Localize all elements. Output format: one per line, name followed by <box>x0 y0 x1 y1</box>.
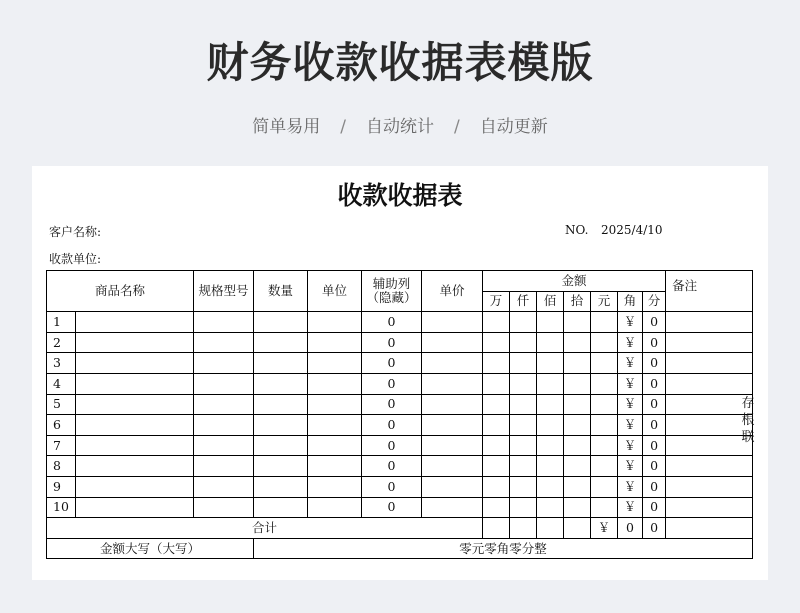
yen-sign-cell: ￥ <box>618 332 643 353</box>
receipt-table <box>46 270 753 559</box>
row-number: 1 <box>47 312 76 333</box>
digit-cell <box>537 497 564 518</box>
receipt-date: 2025/4/10 <box>601 223 663 237</box>
fen-cell: 0 <box>643 476 666 497</box>
unit-price-cell[interactable] <box>422 394 483 415</box>
row-number: 9 <box>47 476 76 497</box>
digit-cell <box>537 353 564 374</box>
quantity-cell[interactable] <box>254 373 308 394</box>
yen-sign-cell: ￥ <box>618 415 643 436</box>
feature-item: 自动更新 <box>479 117 548 137</box>
aux-value-cell: 0 <box>362 394 422 415</box>
yen-sign-cell: ￥ <box>618 394 643 415</box>
unit-cell[interactable] <box>308 332 362 353</box>
header-digit: 元 <box>591 291 618 312</box>
digit-cell <box>591 456 618 477</box>
unit-price-cell[interactable] <box>422 353 483 374</box>
unit-price-cell[interactable] <box>422 312 483 333</box>
table-row <box>47 415 753 436</box>
total-fen: 0 <box>643 518 666 539</box>
capital-amount-label: 金额大写（大写） <box>47 538 254 559</box>
yen-sign-cell: ￥ <box>618 435 643 456</box>
digit-cell <box>537 435 564 456</box>
digit-cell <box>537 373 564 394</box>
aux-value-cell: 0 <box>362 456 422 477</box>
digit-cell <box>483 373 510 394</box>
aux-value-cell: 0 <box>362 476 422 497</box>
digit-cell <box>510 415 537 436</box>
digit-cell <box>591 476 618 497</box>
digit-cell <box>510 456 537 477</box>
receipt-number-label: NO. <box>565 223 589 237</box>
aux-value-cell: 0 <box>362 373 422 394</box>
aux-value-cell: 0 <box>362 332 422 353</box>
digit-cell <box>537 456 564 477</box>
yen-sign-cell: ￥ <box>618 312 643 333</box>
quantity-cell[interactable] <box>254 394 308 415</box>
total-jiao: 0 <box>618 518 643 539</box>
product-name-cell[interactable] <box>76 332 194 353</box>
unit-cell[interactable] <box>308 497 362 518</box>
digit-cell <box>564 353 591 374</box>
feature-item: 自动统计 <box>366 117 434 137</box>
payee-unit-label: 收款单位: <box>49 252 102 266</box>
spec-cell[interactable] <box>194 497 254 518</box>
quantity-cell[interactable] <box>254 353 308 374</box>
aux-value-cell: 0 <box>362 415 422 436</box>
digit-cell <box>510 435 537 456</box>
capital-amount-value: 零元零角零分整 <box>254 538 753 559</box>
product-name-cell[interactable] <box>76 497 194 518</box>
digit-cell <box>564 497 591 518</box>
table-row <box>47 312 753 333</box>
aux-value-cell: 0 <box>362 435 422 456</box>
unit-price-cell[interactable] <box>422 456 483 477</box>
unit-cell[interactable] <box>308 476 362 497</box>
product-name-cell[interactable] <box>76 312 194 333</box>
table-row <box>47 332 753 353</box>
fen-cell: 0 <box>643 497 666 518</box>
quantity-cell[interactable] <box>254 415 308 436</box>
aux-value-cell: 0 <box>362 497 422 518</box>
digit-cell <box>537 415 564 436</box>
spec-cell[interactable] <box>194 373 254 394</box>
digit-cell <box>591 312 618 333</box>
header-digit: 角 <box>618 291 643 312</box>
yen-sign-cell: ￥ <box>618 373 643 394</box>
digit-cell <box>510 394 537 415</box>
product-name-cell[interactable] <box>76 353 194 374</box>
fen-cell: 0 <box>643 456 666 477</box>
header-digit: 万 <box>483 291 510 312</box>
product-name-cell[interactable] <box>76 394 194 415</box>
header-digit: 仟 <box>510 291 537 312</box>
receipt-title: 收款收据表 <box>337 181 463 210</box>
header-aux-column: 辅助列（隐藏） <box>362 271 422 312</box>
row-number: 4 <box>47 373 76 394</box>
digit-cell <box>564 312 591 333</box>
product-name-cell[interactable] <box>76 415 194 436</box>
unit-price-cell[interactable] <box>422 497 483 518</box>
spec-cell[interactable] <box>194 312 254 333</box>
unit-price-cell[interactable] <box>422 476 483 497</box>
digit-cell <box>483 456 510 477</box>
header-amount: 金额 <box>483 271 666 292</box>
fen-cell: 0 <box>643 415 666 436</box>
digit-cell <box>510 497 537 518</box>
digit-cell <box>510 312 537 333</box>
separator: / <box>454 117 460 137</box>
unit-cell[interactable] <box>308 394 362 415</box>
spec-cell[interactable] <box>194 435 254 456</box>
remark-cell[interactable] <box>666 373 753 394</box>
quantity-cell[interactable] <box>254 332 308 353</box>
digit-cell <box>591 373 618 394</box>
remark-cell[interactable] <box>666 312 753 333</box>
aux-value-cell: 0 <box>362 353 422 374</box>
stub-label: 存根联 <box>741 396 755 445</box>
header-spec: 规格型号 <box>194 271 254 312</box>
digit-cell <box>591 394 618 415</box>
separator: / <box>340 117 346 137</box>
quantity-cell[interactable] <box>254 312 308 333</box>
digit-cell <box>510 353 537 374</box>
feature-item: 简单易用 <box>252 117 321 137</box>
digit-cell <box>537 476 564 497</box>
aux-value-cell: 0 <box>362 312 422 333</box>
row-number: 6 <box>47 415 76 436</box>
digit-cell <box>564 373 591 394</box>
quantity-cell[interactable] <box>254 497 308 518</box>
digit-cell <box>537 312 564 333</box>
yen-sign-cell: ￥ <box>618 353 643 374</box>
header-digit: 佰 <box>537 291 564 312</box>
spec-cell[interactable] <box>194 332 254 353</box>
fen-cell: 0 <box>643 312 666 333</box>
product-name-cell[interactable] <box>76 476 194 497</box>
unit-cell[interactable] <box>308 456 362 477</box>
digit-cell <box>564 476 591 497</box>
digit-cell <box>483 435 510 456</box>
digit-cell <box>510 332 537 353</box>
unit-price-cell[interactable] <box>422 373 483 394</box>
product-name-cell[interactable] <box>76 456 194 477</box>
product-name-cell[interactable] <box>76 435 194 456</box>
table-row <box>47 435 753 456</box>
digit-cell <box>564 435 591 456</box>
remark-cell[interactable] <box>666 497 753 518</box>
digit-cell <box>510 476 537 497</box>
digit-cell <box>591 332 618 353</box>
digit-cell <box>483 415 510 436</box>
unit-cell[interactable] <box>308 353 362 374</box>
digit-cell <box>564 332 591 353</box>
fen-cell: 0 <box>643 435 666 456</box>
digit-cell <box>537 394 564 415</box>
digit-cell <box>591 435 618 456</box>
header-unit: 单位 <box>308 271 362 312</box>
header-digit: 拾 <box>564 291 591 312</box>
table-row <box>47 353 753 374</box>
spec-cell[interactable] <box>194 353 254 374</box>
digit-cell <box>483 353 510 374</box>
digit-cell <box>537 332 564 353</box>
table-row <box>47 456 753 477</box>
unit-cell[interactable] <box>308 415 362 436</box>
digit-cell <box>483 332 510 353</box>
unit-price-cell[interactable] <box>422 332 483 353</box>
remark-cell[interactable] <box>666 456 753 477</box>
table-row <box>47 497 753 518</box>
yen-sign-cell: ￥ <box>618 476 643 497</box>
remark-cell[interactable] <box>666 332 753 353</box>
quantity-cell[interactable] <box>254 435 308 456</box>
quantity-cell[interactable] <box>254 456 308 477</box>
spec-cell[interactable] <box>194 394 254 415</box>
spec-cell[interactable] <box>194 415 254 436</box>
header-remark: 备注 <box>666 271 753 312</box>
customer-name-label: 客户名称: <box>49 225 102 239</box>
unit-price-cell[interactable] <box>422 435 483 456</box>
unit-cell[interactable] <box>308 435 362 456</box>
row-number: 3 <box>47 353 76 374</box>
remark-cell[interactable] <box>666 476 753 497</box>
total-label: 合计 <box>47 518 483 539</box>
fen-cell: 0 <box>643 394 666 415</box>
table-row <box>47 373 753 394</box>
spec-cell[interactable] <box>194 456 254 477</box>
fen-cell: 0 <box>643 353 666 374</box>
spec-cell[interactable] <box>194 476 254 497</box>
row-number: 7 <box>47 435 76 456</box>
digit-cell <box>591 497 618 518</box>
remark-cell[interactable] <box>666 353 753 374</box>
quantity-cell[interactable] <box>254 476 308 497</box>
fen-cell: 0 <box>643 373 666 394</box>
digit-cell <box>483 476 510 497</box>
yen-sign-cell: ￥ <box>618 456 643 477</box>
yen-sign-cell: ￥ <box>618 497 643 518</box>
fen-cell: 0 <box>643 332 666 353</box>
digit-cell <box>564 415 591 436</box>
table-row <box>47 476 753 497</box>
unit-cell[interactable] <box>308 312 362 333</box>
total-yen-sign: ￥ <box>591 518 618 539</box>
digit-cell <box>483 312 510 333</box>
digit-cell <box>564 394 591 415</box>
row-number: 10 <box>47 497 76 518</box>
row-number: 5 <box>47 394 76 415</box>
digit-cell <box>564 456 591 477</box>
header-quantity: 数量 <box>254 271 308 312</box>
feature-list <box>0 112 800 137</box>
digit-cell <box>591 353 618 374</box>
header-unit-price: 单价 <box>422 271 483 312</box>
digit-cell <box>591 415 618 436</box>
unit-cell[interactable] <box>308 373 362 394</box>
unit-price-cell[interactable] <box>422 415 483 436</box>
receipt-sheet <box>32 166 768 580</box>
digit-cell <box>483 394 510 415</box>
row-number: 2 <box>47 332 76 353</box>
table-row <box>47 394 753 415</box>
digit-cell <box>483 497 510 518</box>
page-title: 财务收款收据表模版 <box>206 38 594 87</box>
row-number: 8 <box>47 456 76 477</box>
digit-cell <box>510 373 537 394</box>
header-digit: 分 <box>643 291 666 312</box>
product-name-cell[interactable] <box>76 373 194 394</box>
header-product-name: 商品名称 <box>47 271 194 312</box>
